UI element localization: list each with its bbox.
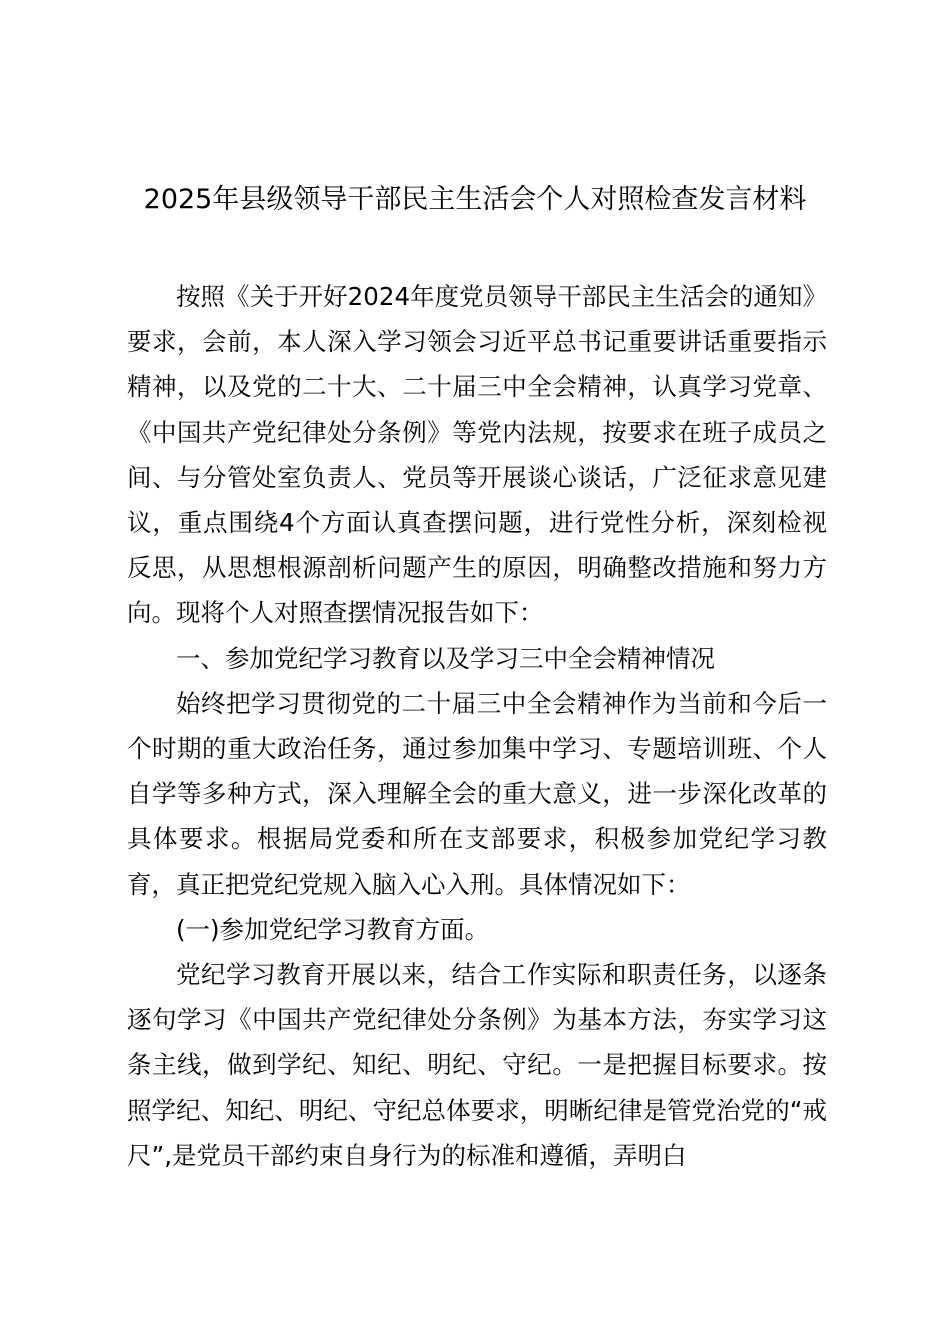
- section-1-paragraph: 始终把学习贯彻党的二十届三中全会精神作为当前和今后一个时期的重大政治任务，通过参加集中学习、专题培训班、个人自学等多种方式，深入理解全会的重大意义，进一步深化改革的具体要求。根据局党委和所在支部要求，积极参加党纪学习教育，真正把党纪党规入脑入心入刑。具体情况如下：: [127, 688, 827, 899]
- document-body: [127, 274, 827, 1178]
- section-heading-1: 一、参加党纪学习教育以及学习三中全会精神情况: [176, 643, 715, 673]
- document-title: 2025年县级领导干部民主生活会个人对照检查发言材料: [143, 184, 807, 215]
- intro-paragraph: 按照《关于开好2024年度党员领导干部民主生活会的通知》要求，会前，本人深入学习领会习近平总书记重要讲话重要指示精神，以及党的二十大、二十届三中全会精神，认真学习党章、《中国共产党纪律处分条例》等党内法规，按要求在班子成员之间、与分管处室负责人、党员等开展谈心谈话，广泛征求意见建议，重点围绕4个方面认真查摆问题，进行党性分析，深刻检视反思，从思想根源剖析问题产生的原因，明确整改措施和努力方向。现将个人对照查摆情况报告如下：: [127, 282, 827, 628]
- subsection-1-paragraph: 党纪学习教育开展以来，结合工作实际和职责任务，以逐条逐句学习《中国共产党纪律处分条例》为基本方法，夯实学习这条主线，做到学纪、知纪、明纪、守纪。一是把握目标要求。按照学纪、知纪、明纪、守纪总体要求，明晰纪律是管党治党的“戒尺”,是党员干部约束自身行为的标准和遵循，弄明白: [127, 960, 827, 1170]
- subsection-heading-1: (一)参加党纪学习教育方面。: [176, 914, 490, 944]
